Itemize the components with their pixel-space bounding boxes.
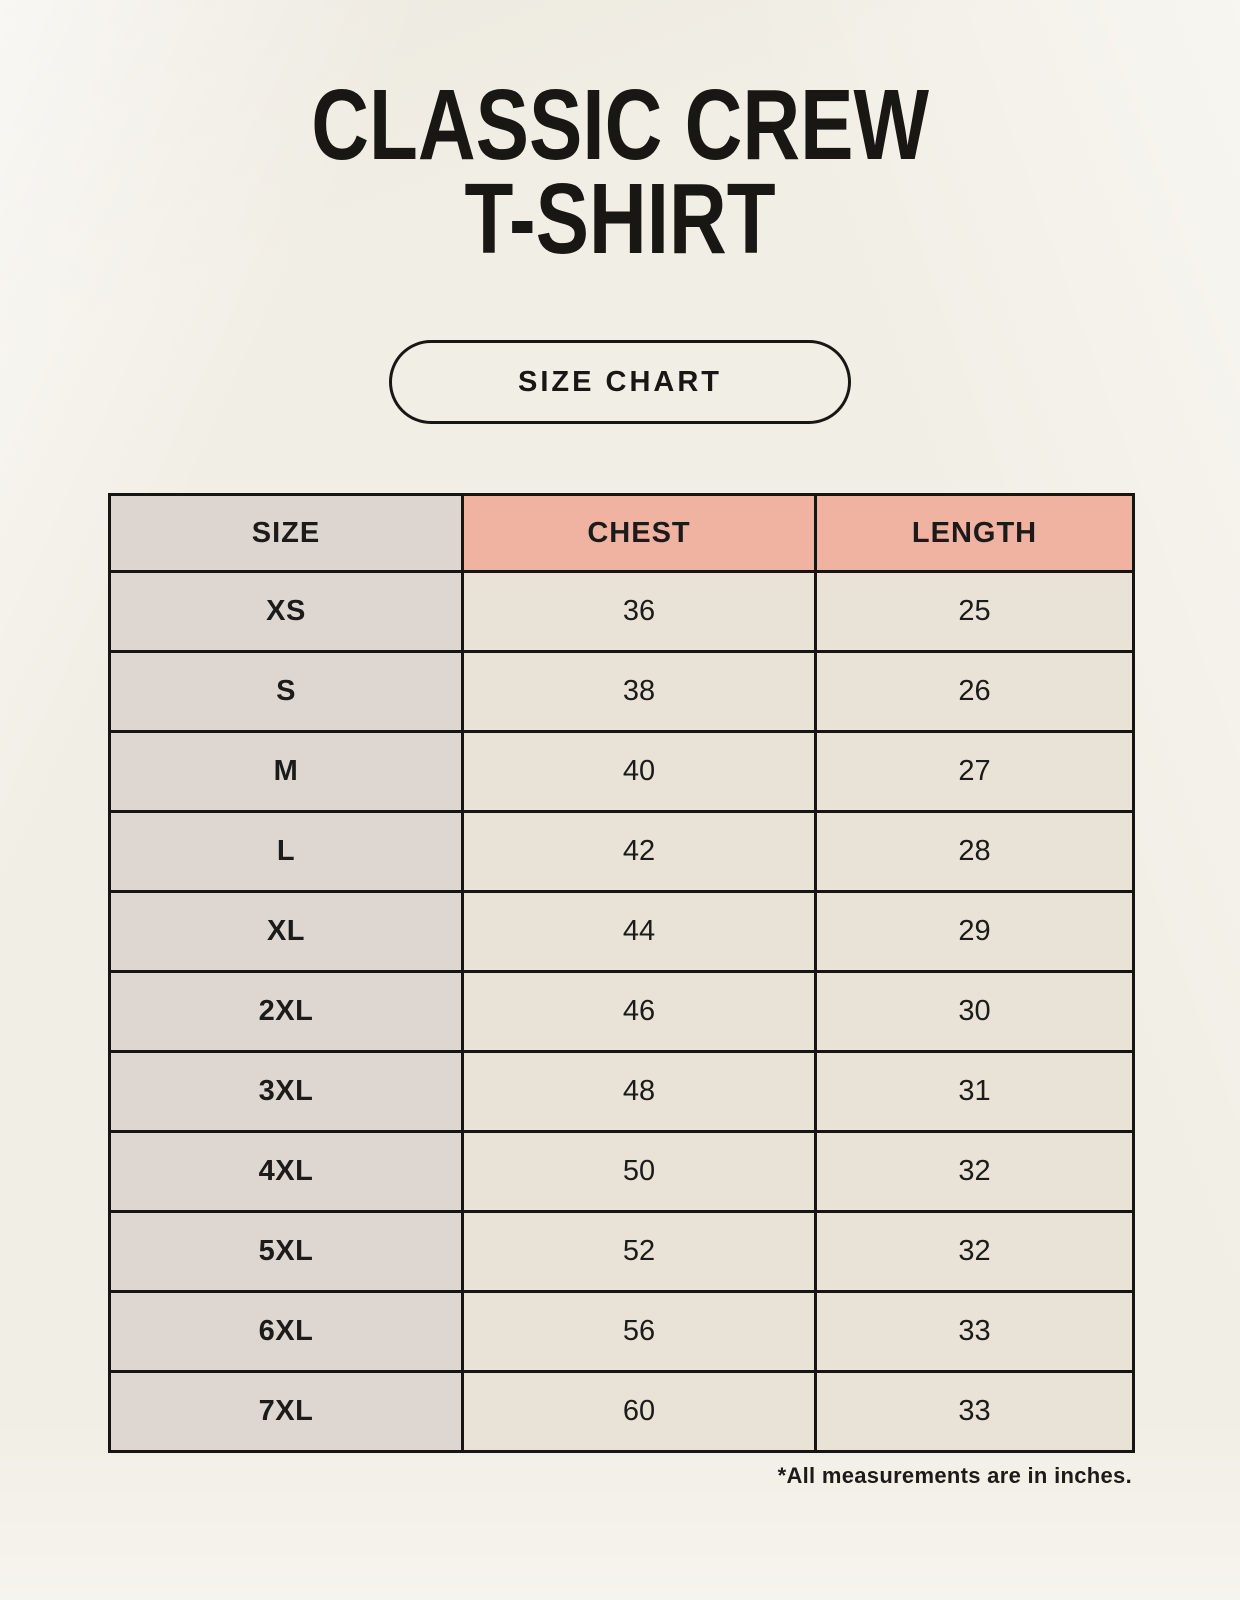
column-header-chest: CHEST (463, 495, 816, 572)
size-label-cell: 6XL (110, 1292, 463, 1372)
length-value-cell: 32 (816, 1132, 1134, 1212)
table-row (110, 1212, 1134, 1292)
column-header-length: LENGTH (816, 495, 1134, 572)
table-header-row (110, 495, 1134, 572)
chest-value-cell: 50 (463, 1132, 816, 1212)
length-value-cell: 30 (816, 972, 1134, 1052)
chest-value-cell: 48 (463, 1052, 816, 1132)
size-chart-button-label: SIZE CHART (518, 365, 722, 398)
table-row (110, 812, 1134, 892)
page-title-line2: T-SHIRT (464, 163, 776, 275)
length-value-cell: 31 (816, 1052, 1134, 1132)
length-value-cell: 32 (816, 1212, 1134, 1292)
length-value-cell: 26 (816, 652, 1134, 732)
size-label-cell: L (110, 812, 463, 892)
length-value-cell: 29 (816, 892, 1134, 972)
table-row (110, 1372, 1134, 1452)
size-chart-table-container (108, 493, 1132, 1489)
size-label-cell: 4XL (110, 1132, 463, 1212)
measurements-footnote: *All measurements are in inches. (777, 1463, 1132, 1488)
chest-value-cell: 60 (463, 1372, 816, 1452)
column-header-size: SIZE (110, 495, 463, 572)
chest-value-cell: 46 (463, 972, 816, 1052)
table-row (110, 732, 1134, 812)
size-chart-button[interactable] (389, 340, 851, 424)
size-label-cell: 2XL (110, 972, 463, 1052)
chest-value-cell: 40 (463, 732, 816, 812)
chest-value-cell: 44 (463, 892, 816, 972)
chest-value-cell: 52 (463, 1212, 816, 1292)
size-chart-table (108, 493, 1135, 1453)
length-value-cell: 33 (816, 1372, 1134, 1452)
page-title-line1: CLASSIC CREW (311, 69, 929, 181)
size-label-cell: S (110, 652, 463, 732)
size-label-cell: 5XL (110, 1212, 463, 1292)
size-label-cell: XL (110, 892, 463, 972)
length-value-cell: 33 (816, 1292, 1134, 1372)
table-row (110, 572, 1134, 652)
page-title (311, 69, 929, 275)
table-row (110, 1052, 1134, 1132)
chest-value-cell: 36 (463, 572, 816, 652)
chest-value-cell: 56 (463, 1292, 816, 1372)
size-label-cell: XS (110, 572, 463, 652)
table-row (110, 1292, 1134, 1372)
table-row (110, 892, 1134, 972)
table-row (110, 972, 1134, 1052)
table-row (110, 1132, 1134, 1212)
size-label-cell: 3XL (110, 1052, 463, 1132)
table-row (110, 652, 1134, 732)
chest-value-cell: 38 (463, 652, 816, 732)
length-value-cell: 28 (816, 812, 1134, 892)
length-value-cell: 25 (816, 572, 1134, 652)
size-label-cell: 7XL (110, 1372, 463, 1452)
chest-value-cell: 42 (463, 812, 816, 892)
length-value-cell: 27 (816, 732, 1134, 812)
size-label-cell: M (110, 732, 463, 812)
